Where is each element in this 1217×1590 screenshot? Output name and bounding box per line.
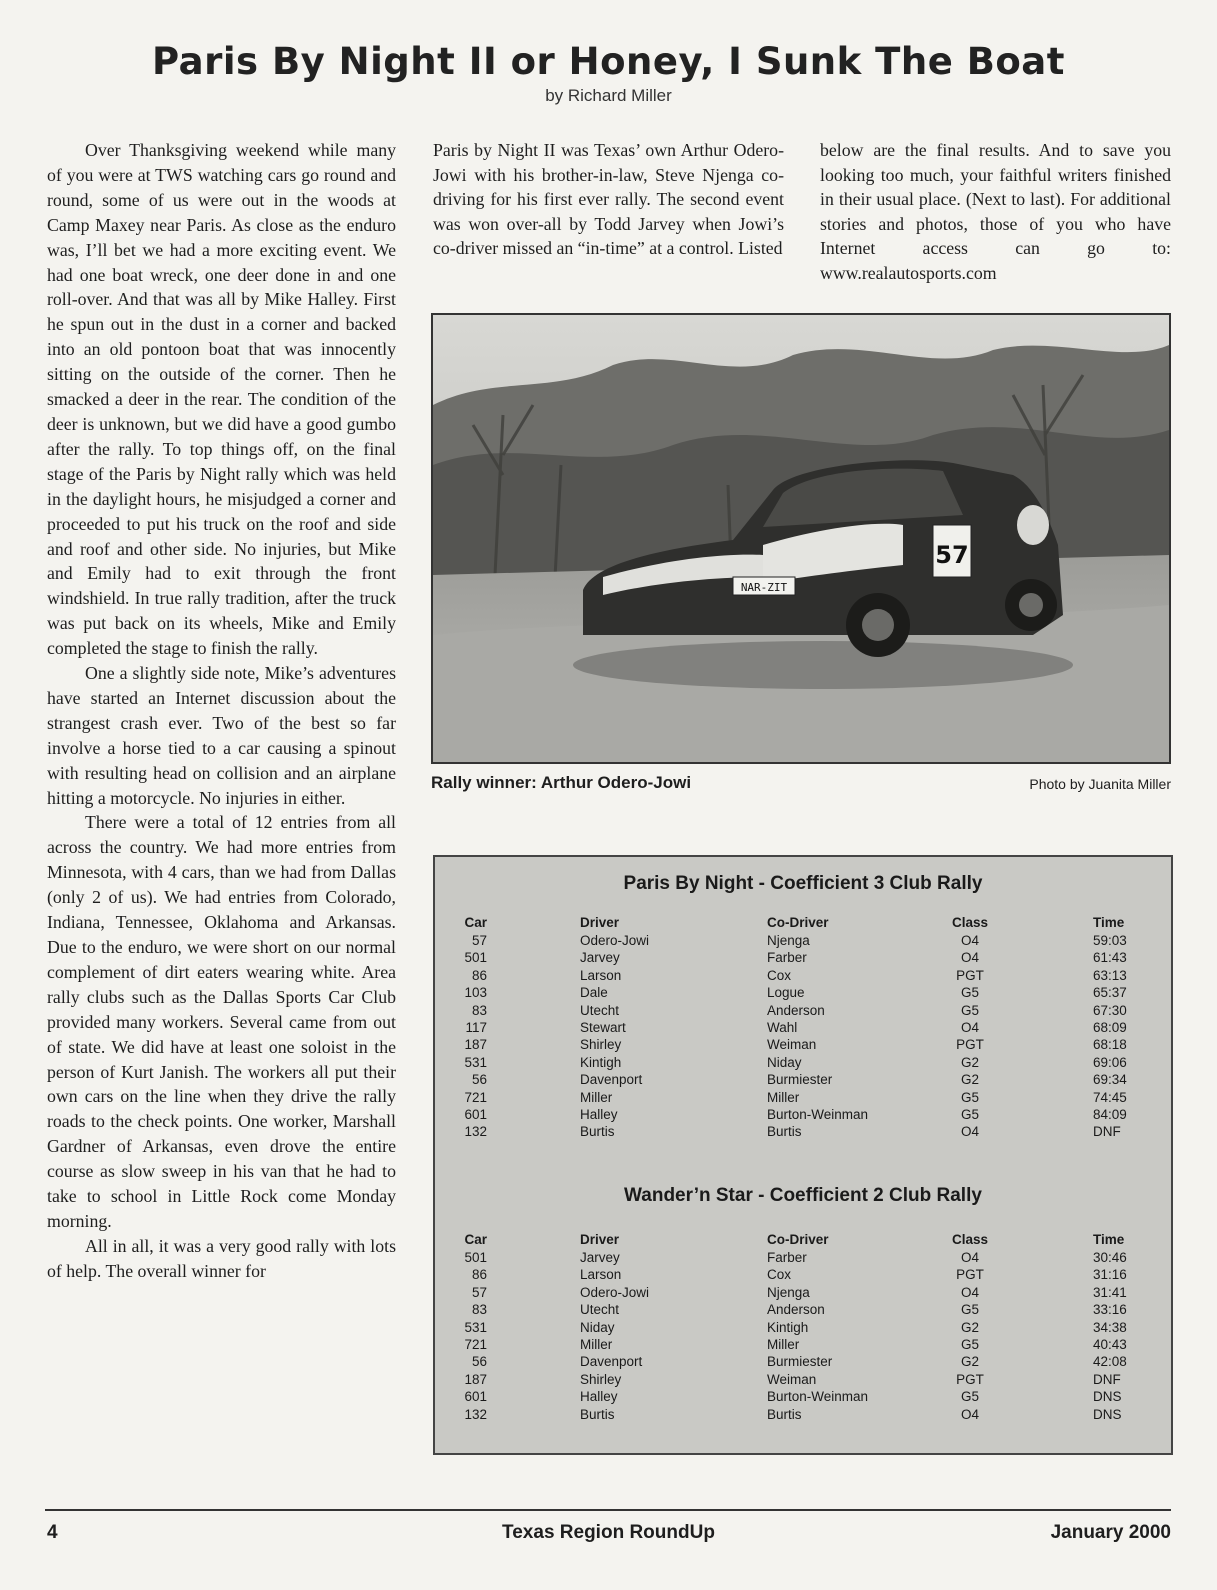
codriver-name: Burton-Weinman xyxy=(767,1389,869,1405)
car-number: 83 xyxy=(471,1302,487,1318)
car-number: 187 xyxy=(464,1037,487,1053)
time: 65:37 xyxy=(1093,985,1127,1001)
codriver-name: Burmiester xyxy=(767,1354,833,1370)
codriver-name: Kintigh xyxy=(767,1319,809,1335)
time: 68:09 xyxy=(1093,1019,1127,1035)
class: G5 xyxy=(960,1089,979,1105)
col-header-car: Car xyxy=(464,915,487,930)
time: 33:16 xyxy=(1093,1302,1127,1318)
table-row xyxy=(435,1319,1171,1336)
driver-name: Larson xyxy=(580,1267,622,1283)
driver-name: Burtis xyxy=(580,1124,615,1140)
class: G5 xyxy=(960,1302,979,1318)
codriver-name: Miller xyxy=(767,1336,800,1352)
car-number: 601 xyxy=(464,1106,487,1122)
paragraph: All in all, it was a very good rally with lots of help. The overall winner for xyxy=(47,1235,396,1281)
class: G5 xyxy=(960,1389,979,1405)
table-row xyxy=(435,1071,1171,1088)
rally-car-photo xyxy=(431,313,1171,764)
car-number: 86 xyxy=(471,1267,487,1283)
class: O4 xyxy=(960,1250,979,1265)
class: G2 xyxy=(960,1354,979,1370)
car-number: 501 xyxy=(464,1250,487,1265)
codriver-name: Burtis xyxy=(767,1124,802,1140)
door-number: 57 xyxy=(935,541,969,569)
class: G5 xyxy=(960,1002,979,1018)
driver-name: Utecht xyxy=(580,1302,620,1318)
car-number: 57 xyxy=(471,1284,487,1300)
table-row xyxy=(435,1249,1171,1266)
time: 84:09 xyxy=(1093,1106,1127,1122)
car-number: 132 xyxy=(464,1406,487,1422)
car-number: 83 xyxy=(471,1002,487,1018)
codriver-name: Anderson xyxy=(767,1302,825,1318)
article-column-2 xyxy=(433,138,784,261)
codriver-name: Cox xyxy=(767,1267,792,1283)
table-row xyxy=(435,984,1171,1001)
codriver-name: Weiman xyxy=(767,1037,817,1053)
class: PGT xyxy=(956,1267,984,1283)
codriver-name: Miller xyxy=(767,1089,800,1105)
footer-divider xyxy=(45,1509,1171,1511)
codriver-name: Farber xyxy=(767,950,807,966)
car-number: 601 xyxy=(464,1389,487,1405)
rally2-title: Wander’n Star - Coefficient 2 Club Rally xyxy=(624,1185,982,1206)
class: G5 xyxy=(960,1336,979,1352)
codriver-name: Weiman xyxy=(767,1371,817,1387)
car-number: 56 xyxy=(471,1354,487,1370)
table-row xyxy=(435,1301,1171,1318)
class: O4 xyxy=(960,1124,979,1140)
photo-credit: Photo by Juanita Miller xyxy=(1029,776,1171,792)
time: DNF xyxy=(1093,1371,1121,1387)
class: PGT xyxy=(956,967,984,983)
car-number: 86 xyxy=(471,967,487,983)
paragraph: There were a total of 12 entries from all across the country. We had more entries from Minnesota, with 4 cars, than we had from Dallas (only 2 of us). We had entries from Colorado, Indiana, Tennessee, Oklahoma and Arkansas. Due to the enduro, we were short on our normal complement of dirt eaters wearing white. Area rally clubs such as the Dallas Sports Car Club provided many workers. Several came from out of state. We did have at least one soloist in the person of Kurt Janish. The workers all put their own cars on the line when they drive the rally roads to the check points. One worker, Marshall Gardner of Arkansas, even drove the entire course as slow sweep in his van that he had to take to school in Little Rock come Monday morning. xyxy=(47,812,396,1231)
col-header-car: Car xyxy=(464,1232,487,1247)
rally1-results-table xyxy=(435,932,1171,1141)
codriver-name: Wahl xyxy=(767,1019,798,1035)
table-row xyxy=(435,932,1171,949)
driver-name: Davenport xyxy=(580,1072,643,1088)
rally1-title: Paris By Night - Coefficient 3 Club Rally xyxy=(623,873,983,894)
codriver-name: Logue xyxy=(767,985,805,1001)
col-header-time: Time xyxy=(1093,915,1125,930)
time: DNS xyxy=(1093,1389,1122,1405)
codriver-name: Burton-Weinman xyxy=(767,1106,869,1122)
time: 74:45 xyxy=(1093,1089,1127,1105)
table-row xyxy=(435,949,1171,966)
table-row xyxy=(435,967,1171,984)
class: G5 xyxy=(960,985,979,1001)
class: O4 xyxy=(960,933,979,948)
table-row xyxy=(435,1266,1171,1283)
time: 63:13 xyxy=(1093,967,1127,983)
codriver-name: Anderson xyxy=(767,1002,825,1018)
class: G2 xyxy=(960,1319,979,1335)
table-row xyxy=(435,1089,1171,1106)
class: G2 xyxy=(960,1054,979,1070)
codriver-name: Njenga xyxy=(767,933,810,948)
codriver-name: Niday xyxy=(767,1054,802,1070)
paragraph: Over Thanksgiving weekend while many of you were at TWS watching cars go round and round, some of us were out in the woods at Camp Maxey near Paris. As close as the enduro was, I’ll bet we had a more exciting event. We had one boat wreck, one deer done in and one roll-over. And that was all by Mike Halley. First he spun out in the dust in a corner and backed into an old pontoon boat that was innocently sitting on the outside of the corner. Then he smacked a deer in the rear. The condition of the deer is unknown, but we did have a good gumbo after the rally. To top things off, on the final stage of the Paris by Night rally which was held in the daylight hours, he misjudged a corner and proceeded to put his truck on the roof and side and roof and other side. No injuries, but Mike and Emily had to exit through the front windshield. In true rally tradition, after the truck was put back on its wheels, Mike and Emily completed the stage to finish the rally. xyxy=(47,140,396,659)
table-row xyxy=(435,1371,1171,1388)
driver-name: Shirley xyxy=(580,1037,622,1053)
time: 40:43 xyxy=(1093,1336,1127,1352)
driver-name: Halley xyxy=(580,1389,618,1405)
col-header-driver: Driver xyxy=(580,1232,620,1247)
driver-name: Odero-Jowi xyxy=(580,1284,650,1300)
car-number: 531 xyxy=(464,1319,487,1335)
driver-name: Jarvey xyxy=(580,950,620,966)
col-header-class: Class xyxy=(951,1232,989,1247)
time: 68:18 xyxy=(1093,1037,1127,1053)
driver-name: Niday xyxy=(580,1319,615,1335)
driver-name: Kintigh xyxy=(580,1054,622,1070)
table-row xyxy=(435,1036,1171,1053)
class: O4 xyxy=(960,1019,979,1035)
table-row xyxy=(435,1284,1171,1301)
table-row xyxy=(435,1123,1171,1140)
table-row xyxy=(435,1353,1171,1370)
article-column-3 xyxy=(820,138,1171,286)
car-number: 57 xyxy=(471,933,487,948)
class: PGT xyxy=(956,1037,984,1053)
col-header-time: Time xyxy=(1093,1232,1125,1247)
codriver-name: Cox xyxy=(767,967,792,983)
page-number: 4 xyxy=(47,1522,58,1543)
car-number: 56 xyxy=(471,1072,487,1088)
col-header-class: Class xyxy=(951,915,989,930)
class: G2 xyxy=(960,1072,979,1088)
paragraph: Paris by Night II was Texas’ own Arthur Odero-Jowi with his brother-in-law, Steve Njenga co-driving for his first ever rally. The second event was won over-all by Todd Jarvey when Jowi’s co-driver missed an “in-time” at a control. Listed xyxy=(433,140,784,259)
paragraph: One a slightly side note, Mike’s adventures have started an Internet discussion about the strangest crash ever. Two of the best so far involve a horse tied to a car causing a spinout with resulting head on collision and an airplane hitting a motorcycle. No injuries in either. xyxy=(47,663,396,808)
table-row xyxy=(435,1054,1171,1071)
driver-name: Dale xyxy=(580,985,608,1001)
car-number: 132 xyxy=(464,1124,487,1140)
codriver-name: Njenga xyxy=(767,1284,810,1300)
time: 69:06 xyxy=(1093,1054,1127,1070)
class: O4 xyxy=(960,950,979,966)
class: O4 xyxy=(960,1406,979,1422)
rally-car-illustration xyxy=(433,315,1169,762)
time: 31:16 xyxy=(1093,1267,1127,1283)
car-number: 501 xyxy=(464,950,487,966)
col-header-codriver: Co-Driver xyxy=(767,915,829,930)
article-title: Paris By Night II or Honey, I Sunk The Boat xyxy=(152,40,1065,83)
driver-name: Halley xyxy=(580,1106,618,1122)
time: 67:30 xyxy=(1093,1002,1127,1018)
byline: by Richard Miller xyxy=(545,86,672,105)
table-row xyxy=(435,1106,1171,1123)
time: 61:43 xyxy=(1093,950,1127,966)
codriver-name: Farber xyxy=(767,1250,807,1265)
col-header-codriver: Co-Driver xyxy=(767,1232,829,1247)
time: DNS xyxy=(1093,1406,1122,1422)
time: 34:38 xyxy=(1093,1319,1127,1335)
car-number: 531 xyxy=(464,1054,487,1070)
publication-name: Texas Region RoundUp xyxy=(502,1522,715,1543)
time: 69:34 xyxy=(1093,1072,1127,1088)
photo-caption: Rally winner: Arthur Odero-Jowi xyxy=(431,773,692,792)
driver-name: Davenport xyxy=(580,1354,643,1370)
codriver-name: Burtis xyxy=(767,1406,802,1422)
rally2-results-table xyxy=(435,1249,1171,1423)
driver-name: Utecht xyxy=(580,1002,620,1018)
codriver-name: Burmiester xyxy=(767,1072,833,1088)
class: G5 xyxy=(960,1106,979,1122)
paragraph: below are the final results. And to save you looking too much, your faithful writers finished in their usual place. (Next to last). For additional stories and photos, those of you who have Internet access can go to: www.realautosports.com xyxy=(820,140,1171,283)
car-number: 103 xyxy=(464,985,487,1001)
license-plate: NAR-ZIT xyxy=(740,581,788,594)
class: O4 xyxy=(960,1284,979,1300)
car-number: 721 xyxy=(464,1089,487,1105)
time: 42:08 xyxy=(1093,1354,1127,1370)
class: PGT xyxy=(956,1371,984,1387)
table-row xyxy=(435,1019,1171,1036)
driver-name: Odero-Jowi xyxy=(580,933,650,948)
issue-date: January 2000 xyxy=(1050,1522,1171,1543)
time: 31:41 xyxy=(1093,1284,1127,1300)
driver-name: Larson xyxy=(580,967,622,983)
col-header-driver: Driver xyxy=(580,915,620,930)
driver-name: Burtis xyxy=(580,1406,615,1422)
time: 59:03 xyxy=(1093,933,1127,948)
time: DNF xyxy=(1093,1124,1121,1140)
car-number: 187 xyxy=(464,1371,487,1387)
table-row xyxy=(435,1336,1171,1353)
driver-name: Jarvey xyxy=(580,1250,620,1265)
article-column-1 xyxy=(47,138,396,1284)
driver-name: Stewart xyxy=(580,1019,626,1035)
car-number: 721 xyxy=(464,1336,487,1352)
driver-name: Shirley xyxy=(580,1371,622,1387)
car-number: 117 xyxy=(465,1019,487,1035)
table-row xyxy=(435,1002,1171,1019)
table-row xyxy=(435,1388,1171,1405)
table-row xyxy=(435,1406,1171,1423)
time: 30:46 xyxy=(1093,1250,1127,1265)
driver-name: Miller xyxy=(580,1089,613,1105)
results-box xyxy=(433,855,1173,1455)
driver-name: Miller xyxy=(580,1336,613,1352)
